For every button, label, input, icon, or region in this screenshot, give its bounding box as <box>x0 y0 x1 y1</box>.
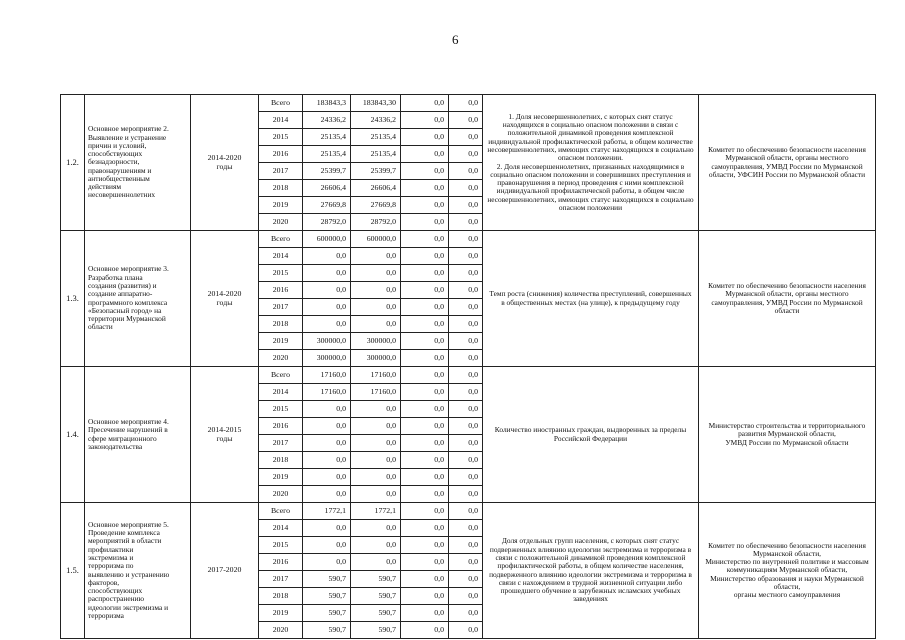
value-other: 0,0 <box>449 146 483 163</box>
value-federal: 0,0 <box>401 401 449 418</box>
value-total: 25399,7 <box>303 163 351 180</box>
value-federal: 0,0 <box>401 214 449 231</box>
table-row <box>61 503 876 520</box>
value-total: 0,0 <box>303 486 351 503</box>
table-row <box>61 367 876 384</box>
row-number: 1.3. <box>61 231 85 367</box>
value-other: 0,0 <box>449 95 483 112</box>
value-other: 0,0 <box>449 112 483 129</box>
value-federal: 0,0 <box>401 231 449 248</box>
year-cell: 2014 <box>259 112 303 129</box>
value-total: 0,0 <box>303 435 351 452</box>
value-other: 0,0 <box>449 384 483 401</box>
year-cell: 2016 <box>259 418 303 435</box>
value-federal: 0,0 <box>401 316 449 333</box>
value-total: 300000,0 <box>303 333 351 350</box>
year-cell: 2017 <box>259 299 303 316</box>
year-cell: 2020 <box>259 350 303 367</box>
program-table <box>60 94 876 639</box>
value-total: 0,0 <box>303 282 351 299</box>
value-regional: 0,0 <box>351 299 401 316</box>
year-cell: 2018 <box>259 588 303 605</box>
value-total: 590,7 <box>303 622 351 639</box>
year-cell: 2016 <box>259 554 303 571</box>
value-regional: 0,0 <box>351 265 401 282</box>
value-other: 0,0 <box>449 197 483 214</box>
period: 2014-2020 годы <box>191 95 259 231</box>
value-regional: 25135,4 <box>351 146 401 163</box>
value-regional: 0,0 <box>351 248 401 265</box>
executor-text: Комитет по обеспечению безопасности населения Мурманской области, органы местного самоуправления, УМВД России по Мурманской области <box>699 231 876 367</box>
value-federal: 0,0 <box>401 605 449 622</box>
indicator-text: Доля отдельных групп населения, с которых снят статус подверженных влиянию идеологии экстремизма и терроризма в связи с положительной динамикой проведения комплексной профилактической работы, в общем количестве населения, подверженного влиянию идеологии экстремизма и терроризма в связи с нахождением в трудной жизненной ситуации либо прошедшего обучение в зарубежных исламских учебных заведениях <box>483 503 699 639</box>
value-other: 0,0 <box>449 537 483 554</box>
value-regional: 300000,0 <box>351 333 401 350</box>
row-number: 1.4. <box>61 367 85 503</box>
value-federal: 0,0 <box>401 180 449 197</box>
executor-text: Комитет по обеспечению безопасности населения Мурманской области, органы местного самоуправления, УМВД России по Мурманской области, УФСИН России по Мурманской области <box>699 95 876 231</box>
value-other: 0,0 <box>449 622 483 639</box>
value-total: 0,0 <box>303 537 351 554</box>
table-row <box>61 231 876 248</box>
value-federal: 0,0 <box>401 435 449 452</box>
value-regional: 0,0 <box>351 282 401 299</box>
value-regional: 600000,0 <box>351 231 401 248</box>
value-other: 0,0 <box>449 282 483 299</box>
value-total: 25135,4 <box>303 146 351 163</box>
value-federal: 0,0 <box>401 146 449 163</box>
period: 2014-2015 годы <box>191 367 259 503</box>
value-federal: 0,0 <box>401 197 449 214</box>
value-other: 0,0 <box>449 486 483 503</box>
value-other: 0,0 <box>449 571 483 588</box>
value-federal: 0,0 <box>401 571 449 588</box>
value-federal: 0,0 <box>401 554 449 571</box>
value-total: 600000,0 <box>303 231 351 248</box>
measure-name: Основное мероприятие 5. Проведение комплекса мероприятий в области профилактики экстремизма и терроризма по выявлению и устранению факторов, способствующих распространению идеологии экстремизма и терроризма <box>85 503 191 639</box>
value-federal: 0,0 <box>401 588 449 605</box>
executor-text: Комитет по обеспечению безопасности населения Мурманской области, Министерство по внутренней политике и массовым коммуникациям Мурманской области, Министерство образования и науки Мурманской области, органы местного самоуправления <box>699 503 876 639</box>
value-federal: 0,0 <box>401 622 449 639</box>
value-regional: 0,0 <box>351 469 401 486</box>
year-cell: 2015 <box>259 537 303 554</box>
value-federal: 0,0 <box>401 163 449 180</box>
value-other: 0,0 <box>449 418 483 435</box>
value-total: 300000,0 <box>303 350 351 367</box>
value-other: 0,0 <box>449 350 483 367</box>
year-cell: Всего <box>259 231 303 248</box>
value-total: 0,0 <box>303 452 351 469</box>
value-other: 0,0 <box>449 214 483 231</box>
value-federal: 0,0 <box>401 503 449 520</box>
indicator-text: Темп роста (снижения) количества преступлений, совершенных в общественных местах (на улице), к предыдущему году <box>483 231 699 367</box>
indicator-text: 1. Доля несовершеннолетних, с которых снят статус находящихся в социально опасном положении в связи с положительной динамикой проведения комплексной индивидуальной профилактической работы, в общем количестве несовершеннолетних, имеющих статус находящихся в социально опасном положении. 2. Доля несовершеннолетних, признанных находящимися в социально опасном положении и совершивших преступления и правонарушения в период проведения с ними комплексной индивидуальной профилактической работы, в общем числе несовершеннолетних, имеющих статус находящихся в социально опасном положении <box>483 95 699 231</box>
value-regional: 24336,2 <box>351 112 401 129</box>
year-cell: 2020 <box>259 622 303 639</box>
value-regional: 590,7 <box>351 571 401 588</box>
value-other: 0,0 <box>449 163 483 180</box>
value-regional: 590,7 <box>351 622 401 639</box>
value-federal: 0,0 <box>401 265 449 282</box>
year-cell: Всего <box>259 367 303 384</box>
value-regional: 25135,4 <box>351 129 401 146</box>
year-cell: 2014 <box>259 520 303 537</box>
measure-name: Основное мероприятие 2. Выявление и устранение причин и условий, способствующих безнадзорности, правонарушениям и антиобщественным действиям несовершеннолетних <box>85 95 191 231</box>
year-cell: 2015 <box>259 265 303 282</box>
value-total: 0,0 <box>303 520 351 537</box>
value-federal: 0,0 <box>401 248 449 265</box>
year-cell: 2017 <box>259 435 303 452</box>
value-federal: 0,0 <box>401 452 449 469</box>
value-total: 0,0 <box>303 265 351 282</box>
year-cell: 2020 <box>259 214 303 231</box>
value-regional: 0,0 <box>351 401 401 418</box>
year-cell: 2017 <box>259 163 303 180</box>
value-other: 0,0 <box>449 452 483 469</box>
page-number: 6 <box>452 32 459 47</box>
value-other: 0,0 <box>449 265 483 282</box>
value-total: 590,7 <box>303 571 351 588</box>
value-other: 0,0 <box>449 588 483 605</box>
value-regional: 0,0 <box>351 554 401 571</box>
value-total: 0,0 <box>303 554 351 571</box>
value-other: 0,0 <box>449 367 483 384</box>
indicator-text: Количество иностранных граждан, выдворенных за пределы Российской Федерации <box>483 367 699 503</box>
year-cell: 2016 <box>259 146 303 163</box>
value-total: 17160,0 <box>303 367 351 384</box>
period: 2014-2020 годы <box>191 231 259 367</box>
value-other: 0,0 <box>449 231 483 248</box>
year-cell: 2019 <box>259 469 303 486</box>
year-cell: 2019 <box>259 197 303 214</box>
year-cell: 2019 <box>259 605 303 622</box>
value-federal: 0,0 <box>401 520 449 537</box>
row-number: 1.2. <box>61 95 85 231</box>
value-other: 0,0 <box>449 605 483 622</box>
value-regional: 0,0 <box>351 418 401 435</box>
value-federal: 0,0 <box>401 486 449 503</box>
value-regional: 28792,0 <box>351 214 401 231</box>
value-federal: 0,0 <box>401 537 449 554</box>
year-cell: 2017 <box>259 571 303 588</box>
value-total: 28792,0 <box>303 214 351 231</box>
value-other: 0,0 <box>449 129 483 146</box>
value-federal: 0,0 <box>401 367 449 384</box>
value-total: 27669,8 <box>303 197 351 214</box>
value-regional: 1772,1 <box>351 503 401 520</box>
value-regional: 0,0 <box>351 486 401 503</box>
value-other: 0,0 <box>449 316 483 333</box>
value-total: 0,0 <box>303 248 351 265</box>
value-regional: 300000,0 <box>351 350 401 367</box>
value-regional: 0,0 <box>351 537 401 554</box>
value-regional: 0,0 <box>351 435 401 452</box>
value-regional: 590,7 <box>351 605 401 622</box>
year-cell: 2016 <box>259 282 303 299</box>
value-total: 1772,1 <box>303 503 351 520</box>
value-regional: 0,0 <box>351 316 401 333</box>
value-federal: 0,0 <box>401 418 449 435</box>
value-total: 17160,0 <box>303 384 351 401</box>
value-federal: 0,0 <box>401 469 449 486</box>
year-cell: 2018 <box>259 452 303 469</box>
value-other: 0,0 <box>449 180 483 197</box>
value-regional: 27669,8 <box>351 197 401 214</box>
year-cell: 2020 <box>259 486 303 503</box>
year-cell: 2018 <box>259 316 303 333</box>
value-total: 590,7 <box>303 605 351 622</box>
value-federal: 0,0 <box>401 333 449 350</box>
value-federal: 0,0 <box>401 129 449 146</box>
value-other: 0,0 <box>449 520 483 537</box>
value-other: 0,0 <box>449 469 483 486</box>
value-regional: 590,7 <box>351 588 401 605</box>
value-regional: 0,0 <box>351 520 401 537</box>
value-total: 25135,4 <box>303 129 351 146</box>
value-other: 0,0 <box>449 503 483 520</box>
value-total: 0,0 <box>303 418 351 435</box>
year-cell: 2014 <box>259 384 303 401</box>
value-federal: 0,0 <box>401 282 449 299</box>
value-total: 26606,4 <box>303 180 351 197</box>
value-federal: 0,0 <box>401 95 449 112</box>
year-cell: 2015 <box>259 129 303 146</box>
value-regional: 25399,7 <box>351 163 401 180</box>
value-regional: 17160,0 <box>351 384 401 401</box>
value-other: 0,0 <box>449 248 483 265</box>
value-total: 183843,3 <box>303 95 351 112</box>
year-cell: 2015 <box>259 401 303 418</box>
year-cell: Всего <box>259 503 303 520</box>
measure-name: Основное мероприятие 3. Разработка плана создания (развития) и создание аппаратно- программного комплекса «Безопасный город» на территории Мурманской области <box>85 231 191 367</box>
table-row <box>61 95 876 112</box>
value-other: 0,0 <box>449 401 483 418</box>
value-federal: 0,0 <box>401 299 449 316</box>
year-cell: 2014 <box>259 248 303 265</box>
value-other: 0,0 <box>449 299 483 316</box>
value-federal: 0,0 <box>401 350 449 367</box>
value-other: 0,0 <box>449 333 483 350</box>
value-regional: 17160,0 <box>351 367 401 384</box>
value-total: 0,0 <box>303 469 351 486</box>
value-other: 0,0 <box>449 435 483 452</box>
value-total: 0,0 <box>303 401 351 418</box>
year-cell: 2018 <box>259 180 303 197</box>
value-total: 24336,2 <box>303 112 351 129</box>
period: 2017-2020 <box>191 503 259 639</box>
value-regional: 0,0 <box>351 452 401 469</box>
value-regional: 183843,30 <box>351 95 401 112</box>
value-total: 0,0 <box>303 316 351 333</box>
value-federal: 0,0 <box>401 112 449 129</box>
measure-name: Основное мероприятие 4. Пресечение нарушений в сфере миграционного законодательства <box>85 367 191 503</box>
value-total: 0,0 <box>303 299 351 316</box>
year-cell: Всего <box>259 95 303 112</box>
value-total: 590,7 <box>303 588 351 605</box>
value-regional: 26606,4 <box>351 180 401 197</box>
year-cell: 2019 <box>259 333 303 350</box>
value-federal: 0,0 <box>401 384 449 401</box>
value-other: 0,0 <box>449 554 483 571</box>
row-number: 1.5. <box>61 503 85 639</box>
executor-text: Министерство строительства и территориального развития Мурманской области, УМВД России по Мурманской области <box>699 367 876 503</box>
